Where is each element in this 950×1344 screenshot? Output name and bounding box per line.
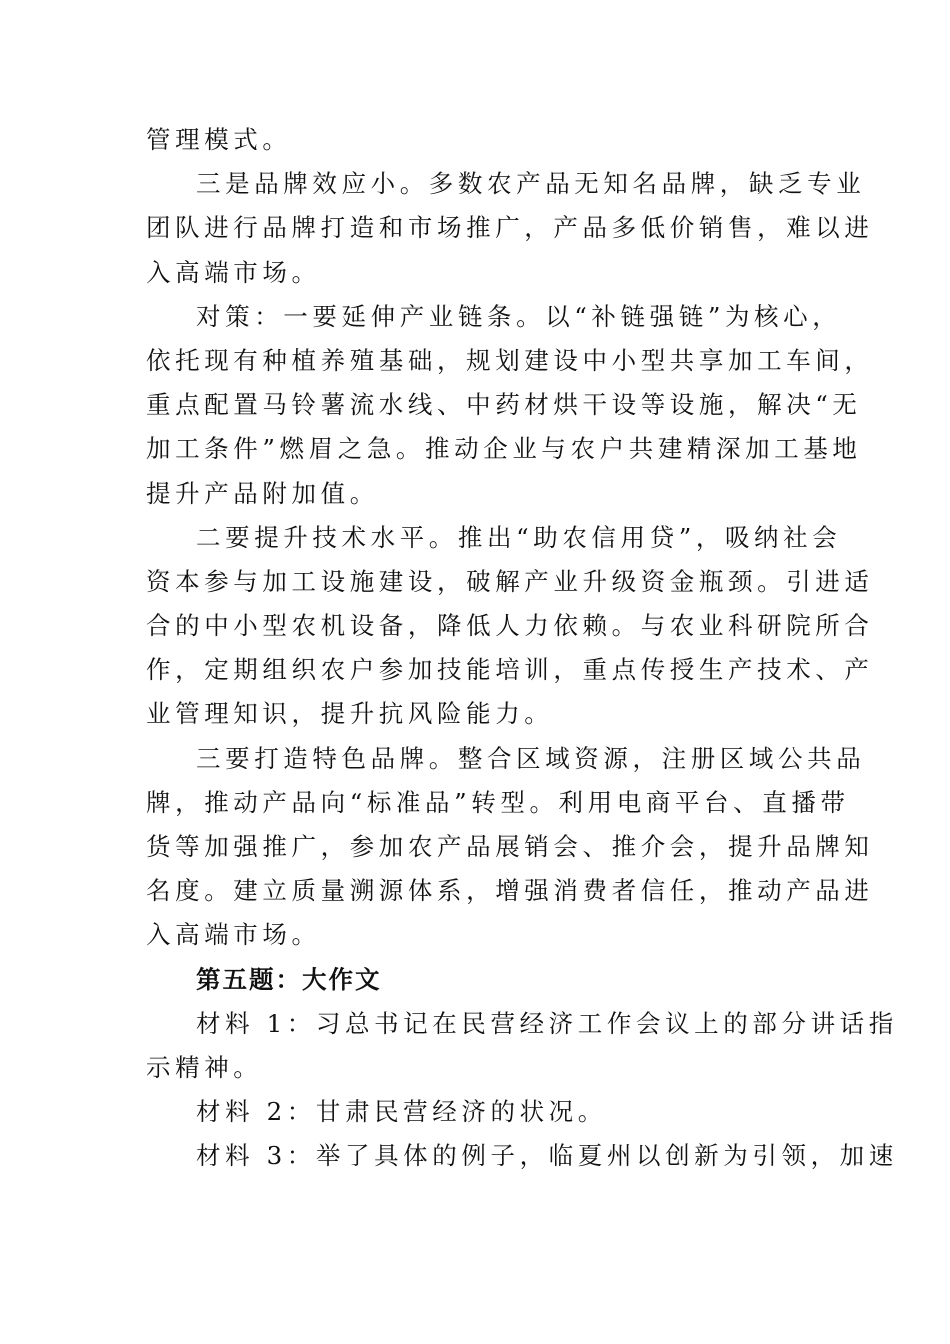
text-line: 加工条件”燃眉之急。推动企业与农户共建精深加工基地 (146, 434, 862, 464)
text-line: 对策：一要延伸产业链条。以“补链强链”为核心， (196, 301, 842, 331)
document-page (146, 118, 898, 1179)
text-line: 入高端市场。 (146, 920, 321, 950)
text-line: 材料 3：举了具体的例子，临夏州以创新为引领，加速 (196, 1141, 898, 1171)
text-line: 牌，推动产品向“标准品”转型。利用电商平台、直播带 (146, 787, 850, 817)
text-line: 业管理知识，提升抗风险能力。 (146, 699, 554, 729)
text-line: 材料 1：习总书记在民营经济工作会议上的部分讲话指 (196, 1008, 898, 1038)
text-line: 名度。建立质量溯源体系，增强消费者信任，推动产品进 (146, 876, 874, 906)
text-line: 三要打造特色品牌。整合区域资源，注册区域公共品 (196, 743, 866, 773)
text-line: 管理模式。 (146, 125, 292, 154)
text-line: 提升产品附加值。 (146, 478, 379, 508)
text-line: 示精神。 (146, 1052, 263, 1082)
text-line: 货等加强推广，参加农产品展销会、推介会，提升品牌知 (146, 832, 874, 861)
text-line: 重点配置马铃薯流水线、中药材烘干设等设施，解决“无 (146, 390, 862, 420)
text-line: 资本参与加工设施建设，破解产业升级资金瓶颈。引进适 (146, 566, 874, 596)
text-line: 作，定期组织农户参加技能培训，重点传授生产技术、产 (146, 655, 874, 685)
text-line: 二要提升技术水平。推出“助农信用贷”，吸纳社会 (196, 522, 842, 552)
text-line: 材料 2：甘肃民营经济的状况。 (196, 1097, 607, 1127)
text-line: 依托现有种植养殖基础，规划建设中小型共享加工车间， (146, 345, 874, 375)
text-line: 团队进行品牌打造和市场推广，产品多低价销售，难以进 (146, 213, 874, 243)
text-line: 合的中小型农机设备，降低人力依赖。与农业科研院所合 (146, 611, 874, 641)
section-heading: 第五题：大作文 (196, 964, 382, 994)
text-line: 入高端市场。 (146, 257, 321, 287)
text-line: 三是品牌效应小。多数农产品无知名品牌，缺乏专业 (196, 169, 866, 199)
